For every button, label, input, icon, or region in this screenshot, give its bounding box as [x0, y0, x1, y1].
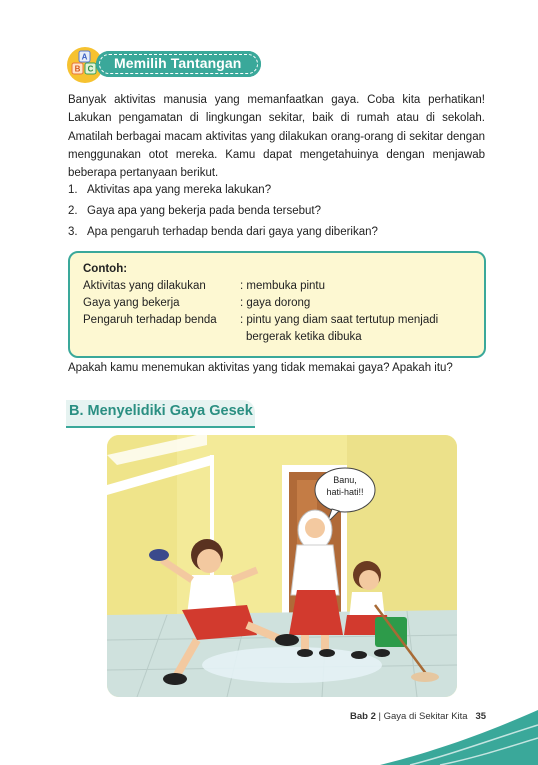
question-item	[68, 201, 485, 222]
question-number: 1.	[68, 184, 78, 196]
footer-chapter-title: Gaya di Sekitar Kita	[383, 711, 468, 722]
section-pill	[96, 51, 261, 77]
footer-separator: |	[378, 711, 381, 722]
example-value: bergerak ketika dibuka	[246, 331, 362, 343]
question-number: 2.	[68, 205, 78, 217]
speech-line-2: hati-hati!!	[326, 487, 364, 497]
badge-letter-a: A	[81, 52, 88, 62]
example-title: Contoh:	[83, 263, 128, 275]
question-text: Apa pengaruh terhadap benda dari gaya yang diberikan?	[87, 226, 378, 238]
speech-line-1: Banu,	[333, 475, 357, 485]
example-key: Pengaruh terhadap benda	[83, 314, 217, 326]
corner-wave-decoration	[380, 700, 538, 765]
badge-letter-b: B	[74, 64, 81, 74]
question-text: Gaya apa yang bekerja pada benda tersebut?	[87, 205, 322, 217]
question-number: 3.	[68, 226, 78, 238]
example-key: Gaya yang bekerja	[83, 297, 180, 309]
page-number: 35	[475, 711, 487, 722]
question-item	[68, 180, 485, 201]
intro-paragraph: Banyak aktivitas manusia yang memanfaatkan gaya. Coba kita perhatikan! Lakukan pengamatan di lingkungan sekitar, baik di rumah atau di sekolah. Amatilah berbagai macam aktivitas yang dilakukan orang-orang di sekitar dengan menggunakan otot mereka. Kamu dapat mengetahuinya dengan menjawab beberapa pertanyaan berikut.	[68, 94, 485, 180]
example-value: : gaya dorong	[240, 297, 311, 309]
pill-title: Memilih Tantangan	[114, 55, 242, 71]
section-heading	[66, 400, 255, 428]
example-key: Aktivitas yang dilakukan	[83, 280, 206, 292]
question-list	[68, 180, 485, 243]
footer-chapter: Bab 2	[350, 711, 376, 722]
question-item	[68, 222, 485, 243]
slippery-floor-illustration	[107, 435, 457, 697]
example-box	[68, 251, 486, 358]
badge-letter-c: C	[87, 64, 94, 74]
example-value: : membuka pintu	[240, 280, 326, 292]
question-text: Aktivitas apa yang mereka lakukan?	[87, 184, 272, 196]
section-title: B. Menyelidiki Gaya Gesek	[69, 403, 253, 419]
example-value: : pintu yang diam saat tertutup menjadi	[240, 314, 439, 326]
closing-question: Apakah kamu menemukan aktivitas yang tidak memakai gaya? Apakah itu?	[68, 362, 453, 374]
